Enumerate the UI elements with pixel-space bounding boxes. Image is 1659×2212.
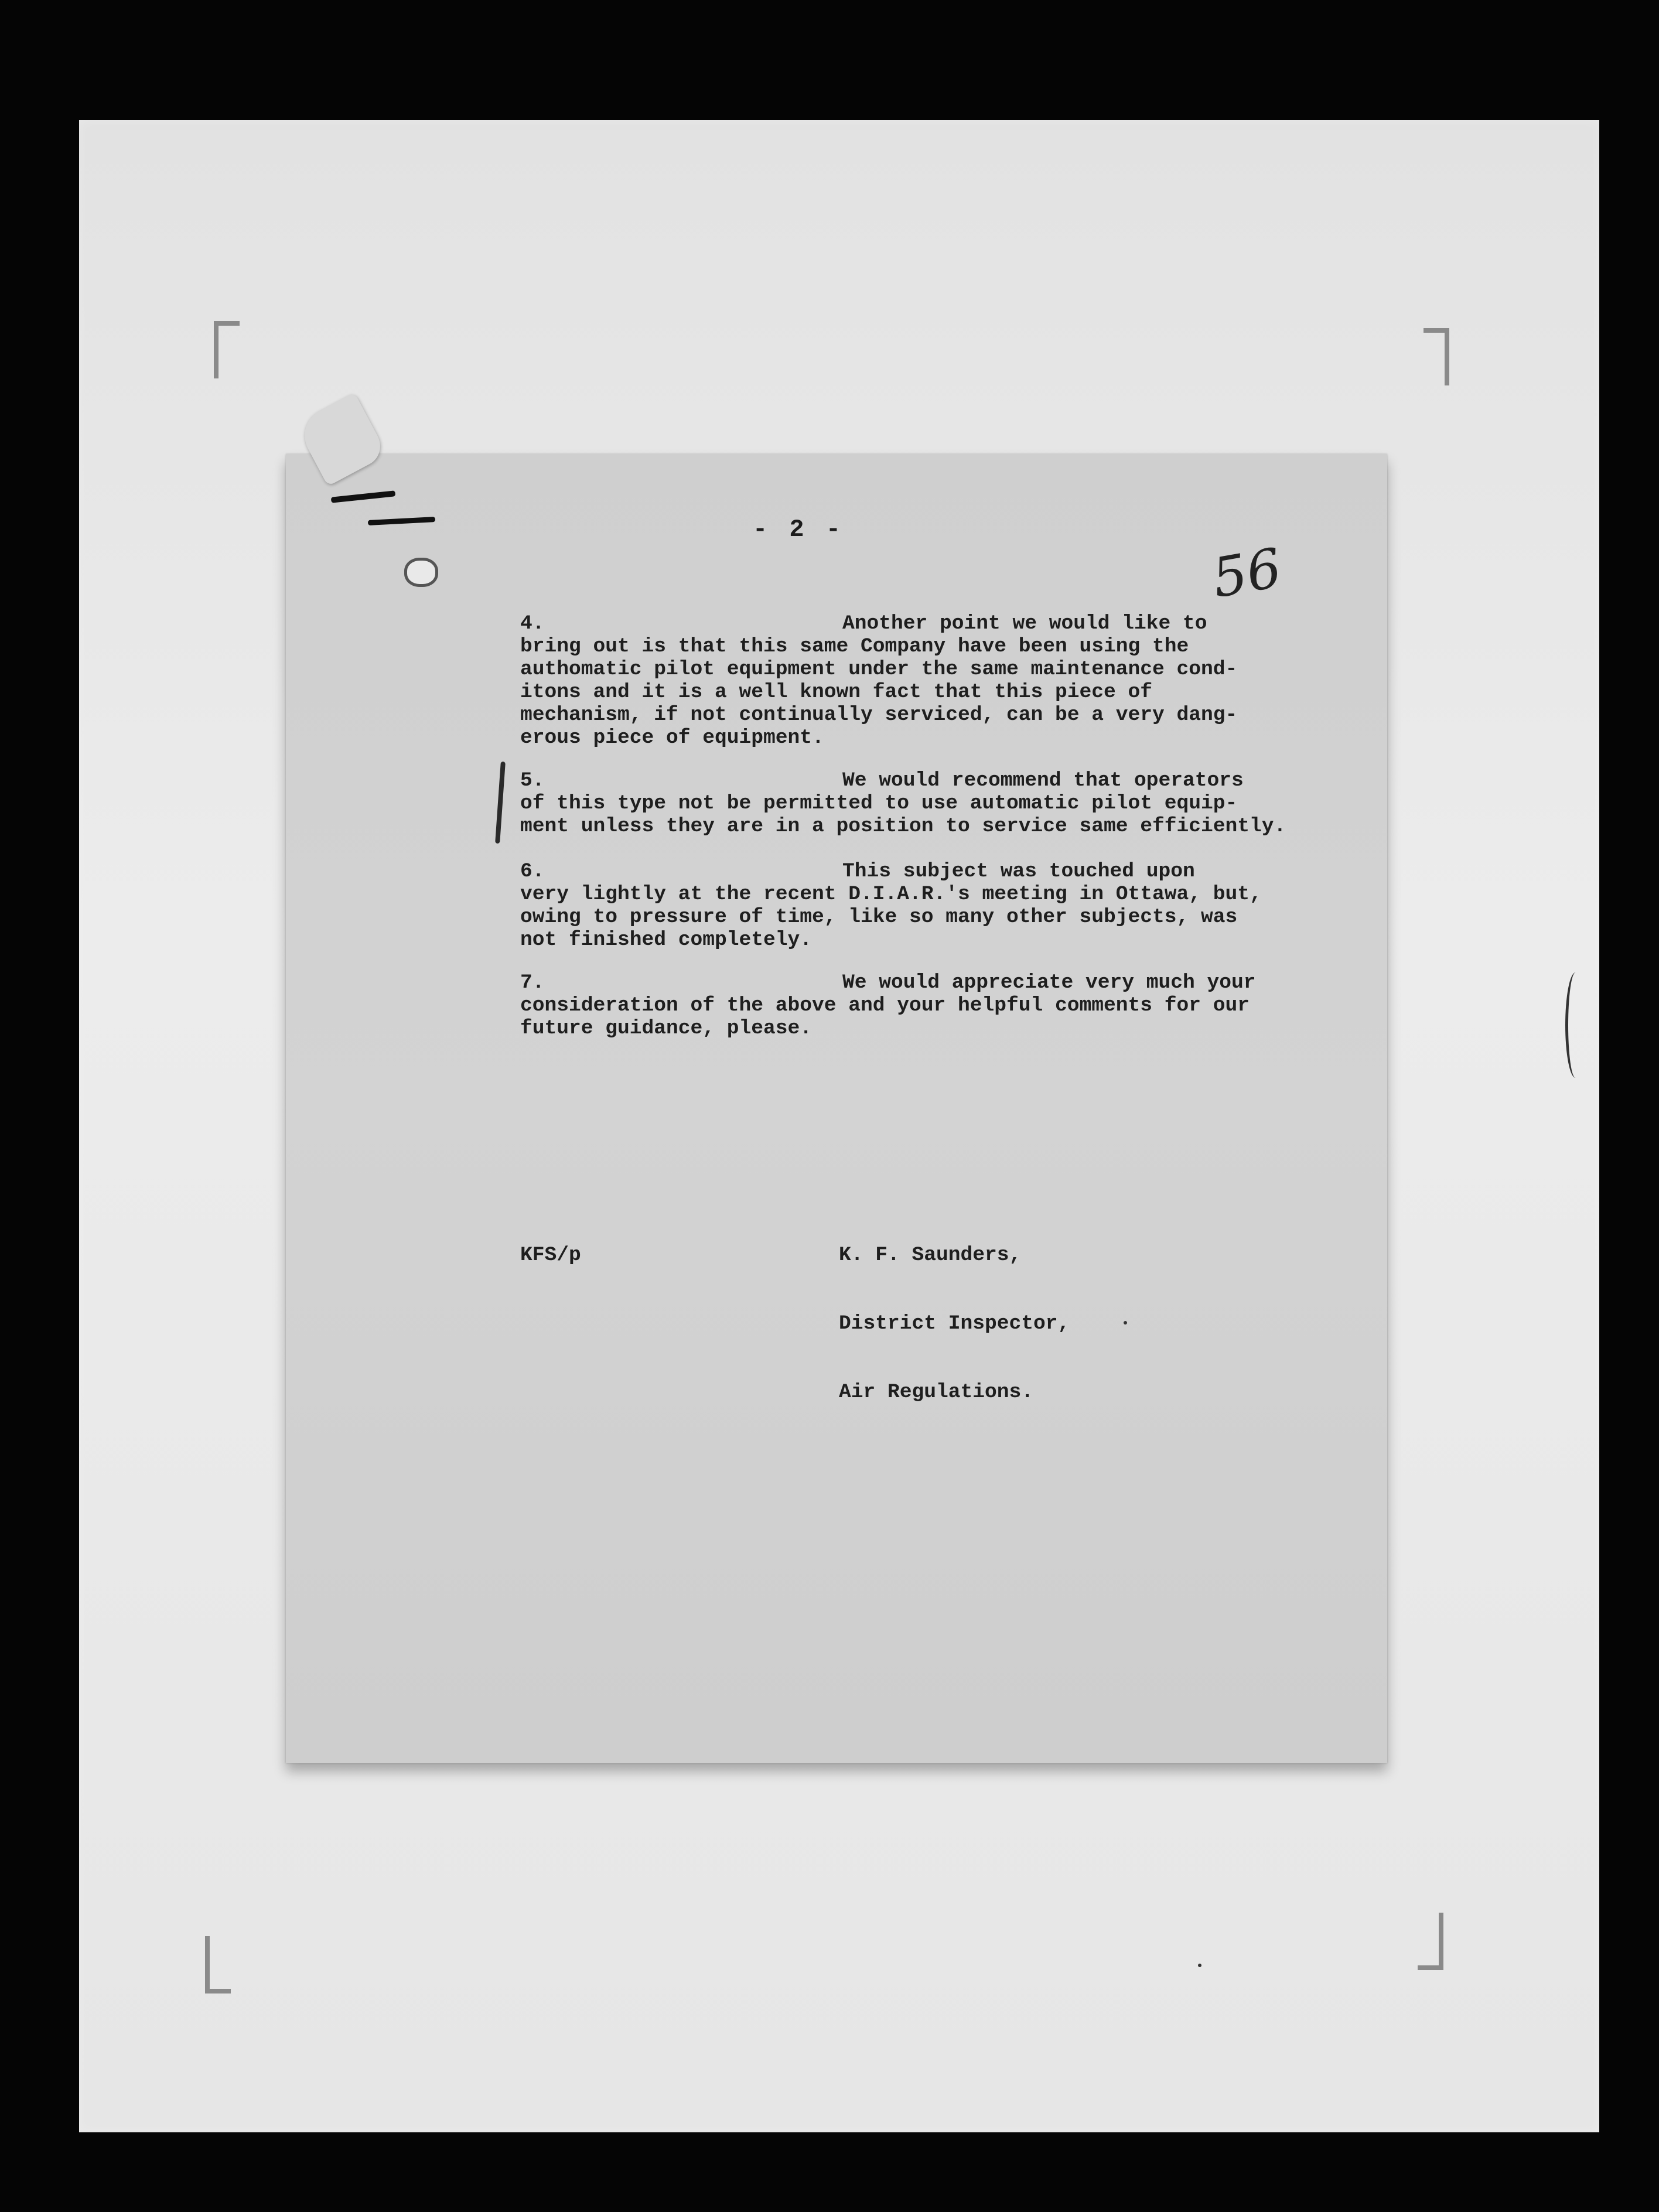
paragraph-line: bring out is that this same Company have been using the — [520, 635, 1189, 658]
crop-mark-top-right — [1424, 328, 1449, 385]
paragraph-line: consideration of the above and your helpful comments for our — [520, 994, 1250, 1017]
paragraph-4 — [520, 612, 1276, 749]
speck — [1198, 1964, 1201, 1967]
paragraph-line: mechanism, if not continually serviced, can be a very dang- — [520, 704, 1238, 726]
signatory-name: K. F. Saunders, — [839, 1244, 1022, 1267]
paragraph-first-line: This subject was touched upon — [842, 860, 1195, 883]
paragraph-first-line: We would recommend that operators — [842, 769, 1244, 792]
edge-squiggle — [1565, 972, 1586, 1078]
paragraph-7 — [520, 971, 1276, 1040]
paragraph-line: ment unless they are in a position to service same efficiently. — [520, 815, 1286, 838]
paragraph-number: 7. — [520, 971, 545, 994]
speck — [1124, 1321, 1127, 1325]
signatory-office: Air Regulations. — [839, 1381, 1034, 1404]
signature-block — [839, 1198, 1070, 1426]
paragraph-line: erous piece of equipment. — [520, 726, 824, 749]
typist-initials: KFS/p — [520, 1244, 581, 1267]
paragraph-first-line: We would appreciate very much your — [842, 971, 1256, 994]
paragraph-6 — [520, 860, 1276, 951]
paragraph-number: 5. — [520, 769, 545, 792]
paragraph-line: not finished completely. — [520, 929, 813, 951]
paragraph-line: of this type not be permitted to use automatic pilot equip- — [520, 792, 1238, 815]
paragraph-5 — [520, 769, 1286, 838]
paragraph-line: owing to pressure of time, like so many other subjects, was — [520, 906, 1238, 929]
page-number: - 2 - — [753, 516, 845, 544]
signatory-title: District Inspector, — [839, 1312, 1070, 1335]
paragraph-number: 4. — [520, 612, 545, 635]
paragraph-line: authomatic pilot equipment under the same maintenance cond- — [520, 658, 1238, 681]
crop-mark-bottom-left — [205, 1936, 231, 1993]
punch-hole-icon — [404, 558, 438, 587]
paragraph-line: very lightly at the recent D.I.A.R.'s meeting in Ottawa, but, — [520, 883, 1262, 906]
crop-mark-bottom-right — [1418, 1913, 1443, 1970]
paragraph-line: itons and it is a well known fact that this piece of — [520, 681, 1153, 704]
crop-mark-top-left — [214, 321, 240, 378]
paragraph-line: future guidance, please. — [520, 1017, 813, 1040]
handwritten-folio-number: 56 — [1207, 536, 1286, 610]
paragraph-first-line: Another point we would like to — [842, 612, 1207, 635]
paragraph-number: 6. — [520, 860, 545, 883]
